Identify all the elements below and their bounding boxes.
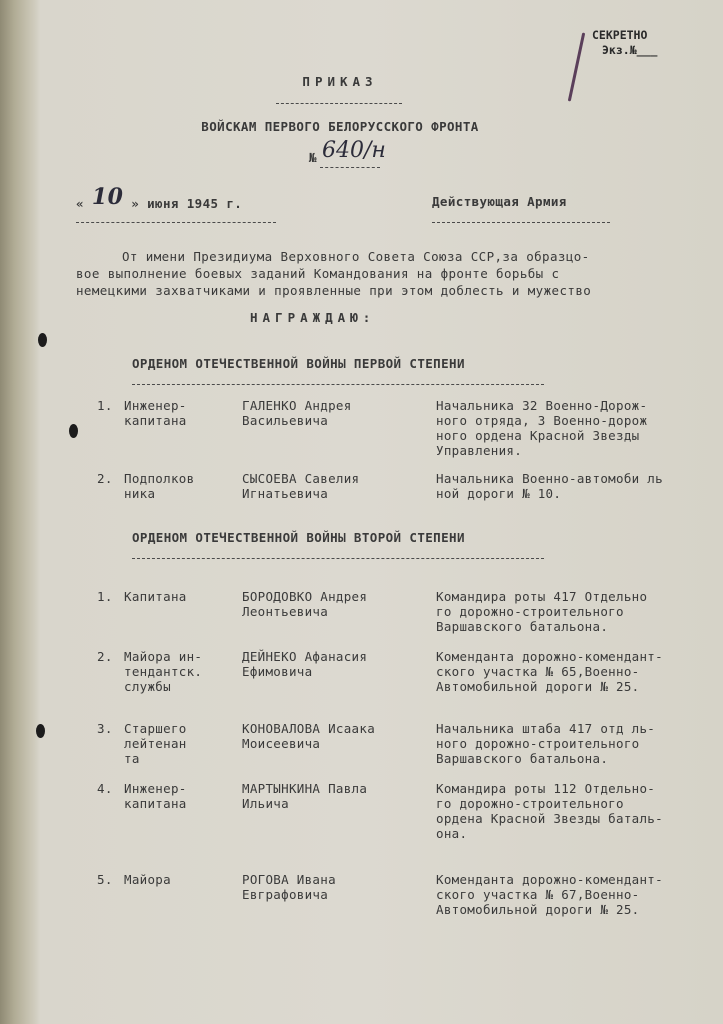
entry-name: КОНОВАЛОВА Исаака Моисеевича [242, 721, 376, 751]
place-underline [432, 222, 610, 223]
order-subtitle: ВОЙСКАМ ПЕРВОГО БЕЛОРУССКОГО ФРОНТА [201, 119, 479, 134]
date-day-handwritten: 10 [91, 184, 124, 210]
order-number-handwritten: 640/н [322, 138, 386, 163]
entry-name: БОРОДОВКО Андрея Леонтьевича [242, 589, 368, 619]
entry-name: ДЕЙНЕКО Афанасия Ефимовича [242, 649, 368, 679]
entry-rank: Майора [124, 872, 171, 887]
entry-rank: Майора ин- тендантск. службы [124, 649, 203, 694]
punch-hole [36, 724, 45, 738]
entry-number: 1. [97, 398, 113, 413]
entry-position: Командира роты 417 Отдельно го дорожно-строительного Варшавского батальона. [436, 589, 648, 634]
intro-line-2: вое выполнение боевых заданий Командования на фронте борьбы с [76, 266, 560, 281]
stamp-line-2: Экз.№___ [602, 43, 658, 57]
number-underline [320, 167, 380, 168]
entry-rank: Инженер- капитана [124, 781, 187, 811]
place: Действующая Армия [432, 194, 567, 209]
handwritten-slash-mark [568, 32, 585, 101]
entry-name: ГАЛЕНКО Андрея Васильевича [242, 398, 352, 428]
punch-hole [38, 333, 47, 347]
date-open-quote: « [76, 196, 84, 211]
page-binding-edge [0, 0, 40, 1024]
section-heading: ОРДЕНОМ ОТЕЧЕСТВЕННОЙ ВОЙНЫ ВТОРОЙ СТЕПЕНИ [132, 530, 465, 545]
entry-number: 3. [97, 721, 113, 736]
entry-name: РОГОВА Ивана Евграфовича [242, 872, 336, 902]
entry-name: СЫСОЕВА Савелия Игнатьевича [242, 471, 360, 501]
entry-rank: Инженер- капитана [124, 398, 187, 428]
entry-position: Начальника Военно-автомоби ль ной дороги № 10. [436, 471, 663, 501]
section-heading: ОРДЕНОМ ОТЕЧЕСТВЕННОЙ ВОЙНЫ ПЕРВОЙ СТЕПЕНИ [132, 356, 465, 371]
award-verb: НАГРАЖДАЮ: [250, 310, 376, 325]
order-number-prefix: № [309, 150, 317, 165]
date-close-quote: » [131, 196, 140, 211]
date-underline [76, 222, 276, 223]
date-rest: июня 1945 г. [147, 196, 243, 211]
entry-name: МАРТЫНКИНА Павла Ильича [242, 781, 368, 811]
entry-number: 2. [97, 649, 113, 664]
entry-position: Командира роты 112 Отдельно- го дорожно-строительного ордена Красной Звезды баталь- она. [436, 781, 663, 841]
entry-position: Коменданта дорожно-комендант- ского участка № 65,Военно- Автомобильной дороги № 25. [436, 649, 663, 694]
entry-rank: Капитана [124, 589, 187, 604]
secrecy-stamp [592, 28, 680, 62]
entry-rank: Старшего лейтенан та [124, 721, 187, 766]
section-underline [132, 558, 544, 559]
intro-line-1: От имени Президиума Верховного Совета Союза ССР,за образцо- [122, 249, 590, 264]
entry-rank: Подполков ника [124, 471, 195, 501]
entry-number: 2. [97, 471, 113, 486]
date-line [76, 184, 243, 211]
entry-position: Начальника штаба 417 отд ль- ного дорожно-строительного Варшавского батальона. [436, 721, 656, 766]
entry-number: 4. [97, 781, 113, 796]
stamp-line-1: СЕКРЕТНО [592, 28, 648, 42]
entry-position: Начальника 32 Военно-Дорож- ного отряда, 3 Военно-дорож ного ордена Красной Звезды Управления. [436, 398, 648, 458]
intro-line-3: немецкими захватчиками и проявленные при этом доблесть и мужество [76, 283, 592, 298]
order-title: ПРИКАЗ [302, 74, 378, 89]
entry-position: Коменданта дорожно-комендант- ского участка № 67,Военно- Автомобильной дороги № 25. [436, 872, 663, 917]
entry-number: 1. [97, 589, 113, 604]
title-underline [276, 103, 402, 104]
section-underline [132, 384, 544, 385]
punch-hole [69, 424, 78, 438]
entry-number: 5. [97, 872, 113, 887]
